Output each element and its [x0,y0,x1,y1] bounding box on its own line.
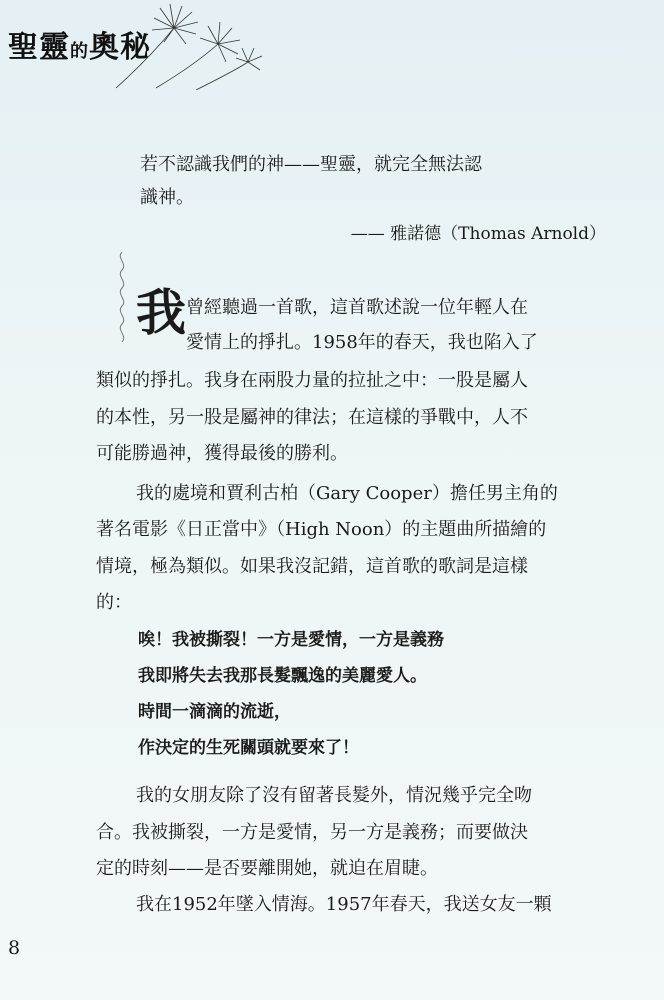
epigraph-line-1: 若不認識我們的神——聖靈，就完全無法認 [140,154,482,175]
paragraph-3-line-1: 我的女朋友除了沒有留著長髮外，情況幾乎完全吻 [136,785,532,806]
paragraph-1-line-2: 愛情上的掙扎。1958年的春天，我也陷入了 [186,332,538,353]
paragraph-2-line-2: 著名電影《日正當中》（High Noon）的主題曲所描繪的 [96,519,547,540]
paragraph-2-line-3: 情境，極為類似。如果我沒記錯，這首歌的歌詞是這樣 [96,556,528,577]
paragraph-4-line-1: 我在1952年墜入情海。1957年春天，我送女友一顆 [136,894,552,915]
song-lyric-line-3: 時間一滴滴的流逝， [138,702,291,722]
paragraph-1-line-5: 可能勝過神，獲得最後的勝利。 [96,443,348,464]
title-part-2: 奧秘 [89,30,151,65]
page-number: 8 [8,937,21,959]
title-particle: 的 [70,41,89,62]
decorative-squiggle-icon [114,252,130,342]
epigraph-line-2: 識神。 [140,187,194,208]
song-lyric-line-4: 作決定的生死關頭就要來了！ [138,738,359,758]
paragraph-2-line-1: 我的處境和賈利古柏（Gary Cooper）擔任男主角的 [136,483,558,504]
paragraph-1-line-4: 的本性，另一股是屬神的律法；在這樣的爭戰中，人不 [96,407,528,428]
dandelion-seed-icon [96,0,266,90]
song-lyric-line-1: 唉！我被撕裂！一方是愛情，一方是義務 [138,630,444,650]
drop-cap: 我 [136,283,186,342]
song-lyric-line-2: 我即將失去我那長髮飄逸的美麗愛人。 [138,666,427,686]
paragraph-1-line-1: 曾經聽過一首歌，這首歌述說一位年輕人在 [186,297,528,318]
paragraph-3-line-3: 定的時刻——是否要離開她，就迫在眉睫。 [96,858,438,879]
epigraph-attribution: —— 雅諾德（Thomas Arnold） [350,224,606,244]
paragraph-1-line-3: 類似的掙扎。我身在兩股力量的拉扯之中：一股是屬人 [96,370,528,391]
title-part-1: 聖靈 [8,30,70,65]
paragraph-2-line-4: 的： [96,592,132,613]
paragraph-3-line-2: 合。我被撕裂，一方是愛情，另一方是義務；而要做決 [96,822,528,843]
